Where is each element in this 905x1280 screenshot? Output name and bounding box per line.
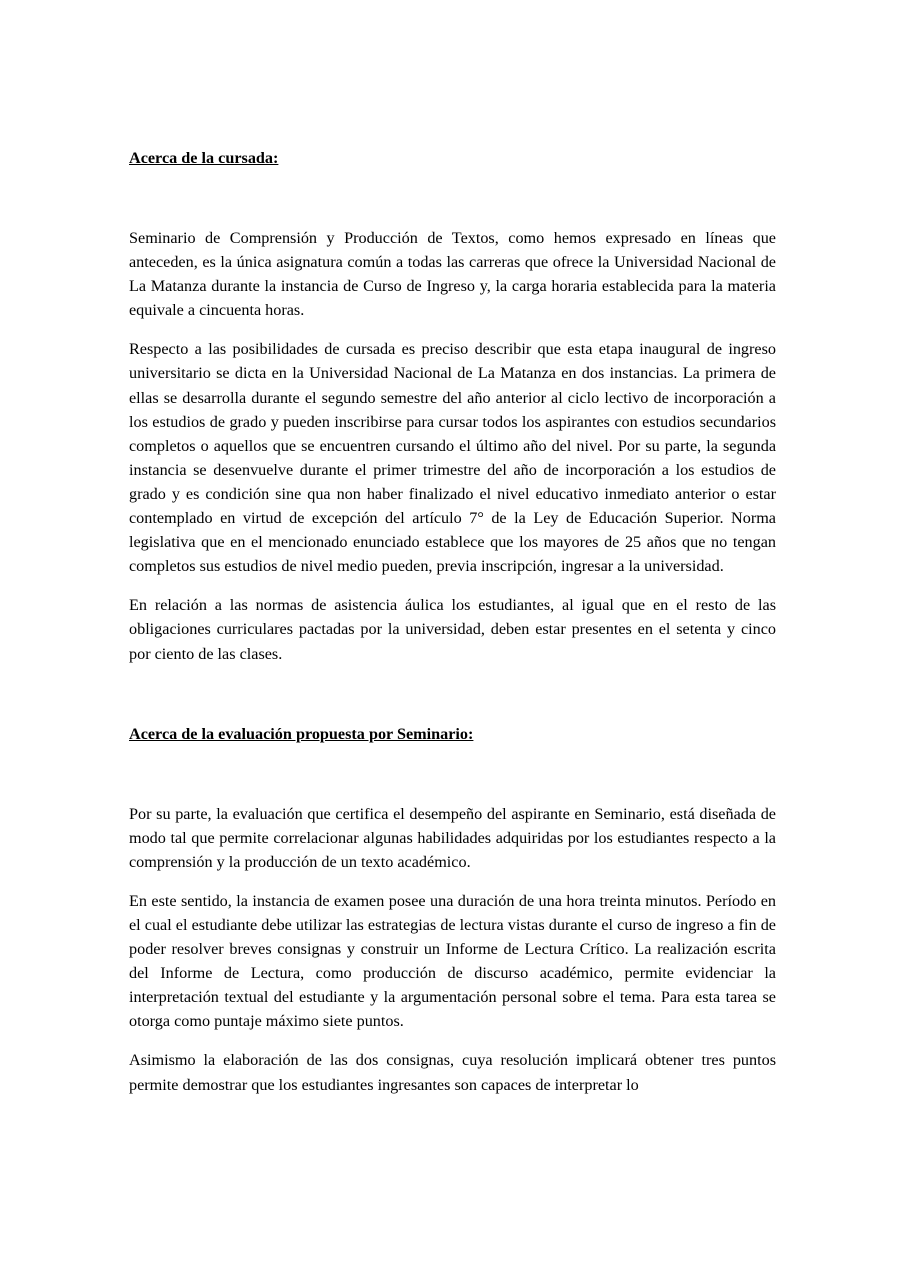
paragraph-cursada-posibilidades: Respecto a las posibilidades de cursada es preciso describir que esta etapa inaugural de ingreso universitario se dicta en la Universidad Nacional de La Matanza en dos instancias. La primera de ellas se desarrolla durante el segundo semestre del año anterior al ciclo lectivo de incorporación a los estudios de grado y pueden inscribirse para cursar todos los aspirantes con estudios secundarios completos o aquellos que se encuentren cursando el último año del nivel. Por su parte, la segunda instancia se desenvuelve durante el primer trimestre del año de incorporación a los estudios de grado y es condición sine qua non haber finalizado el nivel educativo inmediato anterior o estar contemplado en virtud de excepción del artículo 7° de la Ley de Educación Superior. Norma legislativa que en el mencionado enunciado establece que los mayores de 25 años que no tengan completos sus estudios de nivel medio pueden, previa inscripción, ingresar a la universidad.: [129, 340, 776, 576]
paragraph-cursada-intro: Seminario de Comprensión y Producción de Textos, como hemos expresado en líneas que anteceden, es la única asignatura común a todas las carreras que ofrece la Universidad Nacional de La Matanza durante la instancia de Curso de Ingreso y, la carga horaria establecida para la materia equivale a cincuenta horas.: [129, 229, 776, 320]
section-heading-evaluacion: Acerca de la evaluación propuesta por Seminario:: [129, 724, 474, 743]
paragraph-cursada-asistencia: En relación a las normas de asistencia áulica los estudiantes, al igual que en el resto de las obligaciones curriculares pactadas por la universidad, deben estar presentes en el setenta y cinco por ciento de las clases.: [129, 596, 776, 663]
section-heading-cursada: Acerca de la cursada:: [129, 149, 279, 167]
document-body: [129, 146, 776, 1097]
paragraph-evaluacion-consignas: Asimismo la elaboración de las dos consignas, cuya resolución implicará obtener tres puntos permite demostrar que los estudiantes ingresantes son capaces de interpretar lo: [129, 1051, 776, 1094]
paragraph-evaluacion-examen: En este sentido, la instancia de examen posee una duración de una hora treinta minutos. Período en el cual el estudiante debe utilizar las estrategias de lectura vistas durante el curso de ingreso a fin de poder resolver breves consignas y construir un Informe de Lectura Crítico. La realización escrita del Informe de Lectura, como producción de discurso académico, permite evidenciar la interpretación textual del estudiante y la argumentación personal sobre el tema. Para esta tarea se otorga como puntaje máximo siete puntos.: [129, 891, 776, 1031]
paragraph-evaluacion-intro: Por su parte, la evaluación que certifica el desempeño del aspirante en Seminario, está diseñada de modo tal que permite correlacionar algunas habilidades adquiridas por los estudiantes respecto a la comprensión y la producción de un texto académico.: [129, 804, 776, 871]
